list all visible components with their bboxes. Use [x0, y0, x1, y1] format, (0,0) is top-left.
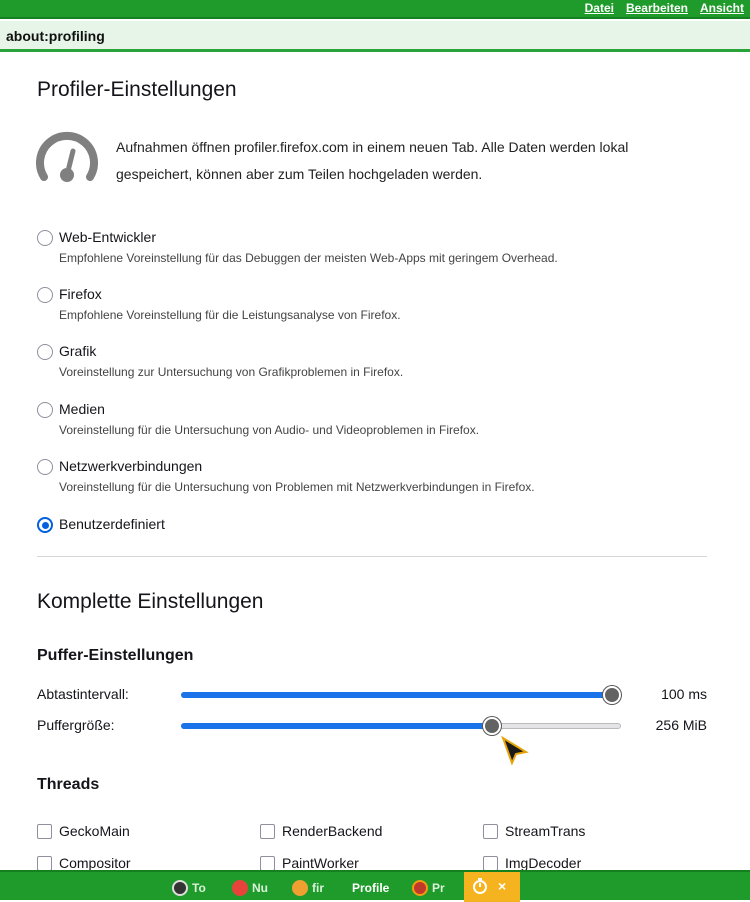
- threads-heading: Threads: [37, 776, 100, 793]
- url-text[interactable]: about:profiling: [6, 28, 105, 44]
- globe-icon: [172, 880, 188, 896]
- preset-name: Firefox: [59, 286, 102, 302]
- interval-row: [37, 685, 707, 705]
- page-title: Profiler-Einstellungen: [37, 78, 237, 101]
- interval-label: Abtastintervall:: [37, 686, 129, 702]
- thread-renderbackend[interactable]: [260, 823, 520, 843]
- thread-label: RenderBackend: [282, 823, 383, 839]
- thread-compositor[interactable]: [37, 855, 297, 870]
- thread-label: PaintWorker: [282, 855, 359, 870]
- preset-desc: Voreinstellung für die Untersuchung von Audio- und Videoproblemen in Firefox.: [59, 423, 480, 437]
- gauge-icon: [36, 129, 98, 185]
- thread-label: StreamTrans: [505, 823, 586, 839]
- active-task[interactable]: [464, 872, 520, 902]
- flame-icon: [232, 880, 248, 896]
- thread-paintworker[interactable]: [260, 855, 520, 870]
- thread-label: GeckoMain: [59, 823, 130, 839]
- task-label: Pr: [432, 881, 445, 895]
- menu-datei[interactable]: Datei: [584, 1, 614, 15]
- task-1[interactable]: [172, 878, 206, 898]
- checkbox[interactable]: [37, 856, 52, 870]
- thread-imgdecoder[interactable]: [483, 855, 743, 870]
- checkbox[interactable]: [260, 824, 275, 839]
- taskbar: [0, 870, 750, 900]
- task-5[interactable]: [412, 878, 445, 898]
- task-label: fir: [312, 881, 324, 895]
- checkbox[interactable]: [483, 856, 498, 870]
- preset-name: Grafik: [59, 343, 97, 359]
- preset-name: Medien: [59, 401, 105, 417]
- thread-geckomain[interactable]: [37, 823, 297, 843]
- menu-ansicht[interactable]: Ansicht: [699, 1, 744, 15]
- preset-desc: Voreinstellung zur Untersuchung von Grafikproblemen in Firefox.: [59, 365, 404, 379]
- preset-name: Web-Entwickler: [59, 229, 156, 245]
- task-label: Profile: [352, 881, 390, 895]
- radio-medien[interactable]: [37, 402, 53, 418]
- close-icon[interactable]: ×: [498, 878, 507, 894]
- radio-web-entwickler[interactable]: [37, 230, 53, 246]
- size-fill: [181, 723, 491, 729]
- buffer-heading: Puffer-Einstellungen: [37, 647, 194, 664]
- task-label: To: [192, 881, 206, 895]
- menu-bearbeiten[interactable]: Bearbeiten: [625, 1, 688, 15]
- menu-bar: [0, 0, 750, 19]
- radio-benutzerdefiniert[interactable]: [37, 517, 53, 533]
- thread-label: ImgDecoder: [505, 855, 582, 870]
- task-label: Nu: [252, 881, 268, 895]
- interval-value: 100 ms: [661, 686, 707, 702]
- stopwatch-icon: [472, 878, 488, 894]
- section-title: Komplette Einstellungen: [37, 590, 264, 613]
- address-bar[interactable]: [0, 21, 750, 52]
- browser-icon: [412, 880, 428, 896]
- task-3[interactable]: [292, 878, 324, 898]
- checkbox[interactable]: [260, 856, 275, 870]
- size-slider[interactable]: [181, 723, 621, 729]
- firefox-icon: [292, 880, 308, 896]
- radio-grafik[interactable]: [37, 344, 53, 360]
- size-thumb[interactable]: [483, 717, 501, 735]
- preset-desc: Empfohlene Voreinstellung für das Debuggen der meisten Web-Apps mit geringem Overhead.: [59, 251, 558, 265]
- thread-label: Compositor: [59, 855, 131, 870]
- mouse-cursor-icon: [500, 736, 530, 766]
- preset-desc: Empfohlene Voreinstellung für die Leistungsanalyse von Firefox.: [59, 308, 401, 322]
- preset-name: Netzwerkverbindungen: [59, 458, 203, 474]
- size-label: Puffergröße:: [37, 717, 115, 733]
- preset-name: Benutzerdefiniert: [59, 516, 165, 532]
- radio-netzwerkverbindungen[interactable]: [37, 459, 53, 475]
- interval-slider[interactable]: [181, 692, 621, 698]
- checkbox[interactable]: [483, 824, 498, 839]
- radio-firefox[interactable]: [37, 287, 53, 303]
- preset-desc: Voreinstellung für die Untersuchung von Problemen mit Netzwerkverbindungen in Firefox.: [59, 480, 535, 494]
- size-value: 256 MiB: [655, 717, 707, 733]
- task-4[interactable]: [352, 878, 389, 898]
- checkbox[interactable]: [37, 824, 52, 839]
- task-2[interactable]: [232, 878, 268, 898]
- page-content: [0, 54, 750, 870]
- intro-text: Aufnahmen öffnen profiler.firefox.com in einem neuen Tab. Alle Daten werden lokal gespeichert, können aber zum Teilen hochgeladen werden.: [116, 139, 629, 182]
- size-row: [37, 716, 707, 736]
- divider: [37, 556, 707, 557]
- interval-fill: [181, 692, 611, 698]
- interval-thumb[interactable]: [603, 686, 621, 704]
- thread-streamtrans[interactable]: [483, 823, 743, 843]
